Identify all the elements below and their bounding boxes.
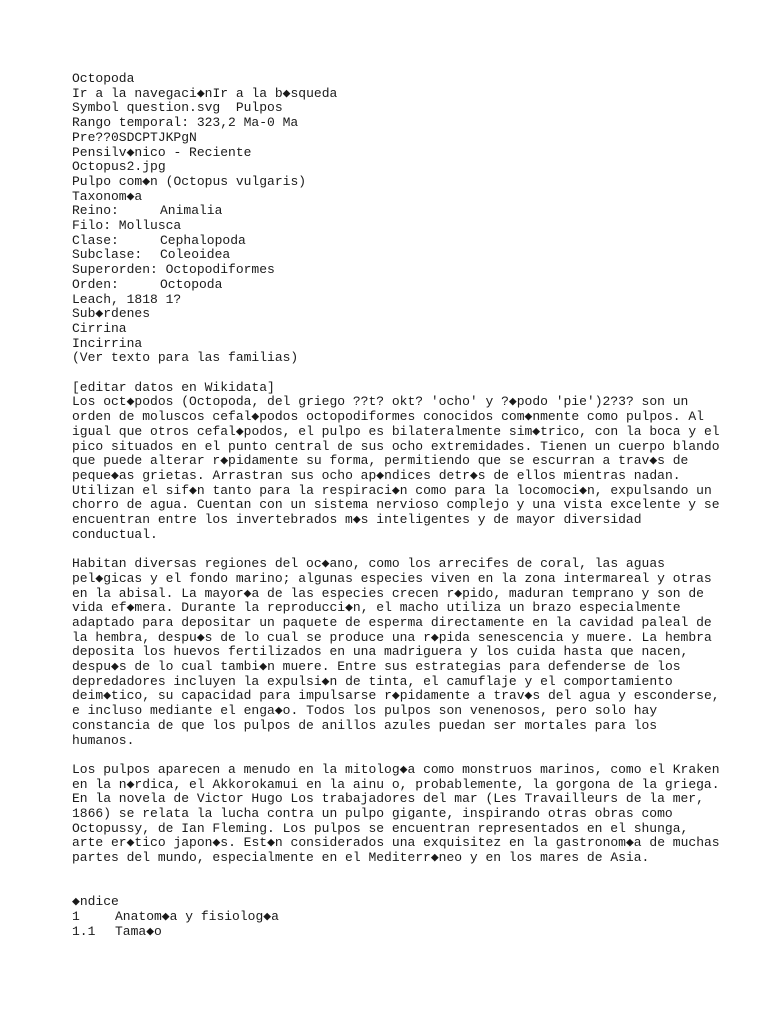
taxonomy-key: Clase: <box>72 232 119 248</box>
suborder-line: (Ver texto para las familias) <box>72 350 299 366</box>
header-line: Ir a la navegaci◆nIr a la b◆squeda <box>72 85 338 101</box>
taxonomy-value: Octopoda <box>160 276 223 292</box>
paragraph-line: despu◆s de lo cual tambi◆n muere. Entre sus estrategias para defenderse de los <box>72 659 681 674</box>
header-line: Pre??0SDCPTJKPgN <box>72 129 197 145</box>
suborder-line: Cirrina <box>72 320 127 336</box>
paragraph-line: humanos. <box>72 732 135 748</box>
paragraph-line: En la novela de Victor Hugo Los trabajadores del mar (Les Travailleurs de la mer, <box>72 791 704 807</box>
taxonomy-value: Cephalopoda <box>160 232 246 248</box>
toc-item-number: 1 <box>72 908 80 924</box>
toc-title: ◆ndice <box>72 894 119 910</box>
paragraph-line: en la n◆rdica, el Akkorokamui en la ainu o, probablemente, la gorgona de la griega. <box>72 776 720 792</box>
taxonomy-key: Filo: Mollusca <box>72 218 182 233</box>
paragraph-line: pel◆gicas y el fondo marino; algunas especies viven en la zona intermareal y otras <box>72 570 712 586</box>
paragraph-line: chorro de agua. Cuentan con un sistema nervioso complejo y una vista excelente y se <box>72 497 720 513</box>
paragraph-line: deim◆tico, su capacidad para impulsarse r◆pidamente a trav◆s del agua y esconderse, <box>72 688 720 704</box>
paragraph-line: adaptado para depositar un paquete de esperma directamente en la cavidad paleal de <box>72 614 712 630</box>
toc-item-label: Tama◆o <box>115 923 162 939</box>
paragraph-line: en la abisal. La mayor◆a de las especies crecen r◆pido, maduran temprano y son de <box>72 585 704 601</box>
paragraph-line: deposita los huevos fertilizados en una madriguera y los cuida hasta que nacen, <box>72 644 689 660</box>
taxonomy-key: Superorden: Octopodiformes <box>72 262 275 278</box>
paragraph-line: encuentran entre los invertebrados m◆s inteligentes y de mayor diversidad <box>72 512 642 527</box>
paragraph-line: partes del mundo, especialmente en el Mediterr◆neo y en los mares de Asia. <box>72 850 650 866</box>
paragraph-line: peque◆as grietas. Arrastran sus ocho ap◆ndices detr◆s de ellos mientras nadan. <box>72 467 681 483</box>
toc-item-label: Anatom◆a y fisiolog◆a <box>115 908 279 924</box>
header-line: Pulpo com◆n (Octopus vulgaris) <box>72 173 307 189</box>
header-line: Symbol question.svg Pulpos <box>72 100 283 116</box>
taxonomy-key: Subclase: <box>72 247 143 263</box>
paragraph-line: vida ef◆mera. Durante la reproducci◆n, el macho utiliza un brazo especialmente <box>72 600 681 616</box>
header-line: Octopus2.jpg <box>72 159 166 175</box>
header-line: Octopoda <box>72 71 135 86</box>
paragraph-line: depredadores incluyen la expulsi◆n de tinta, el camuflaje y el comportamiento <box>72 673 673 689</box>
taxonomy-value: Coleoidea <box>160 247 231 263</box>
paragraph-line: [editar datos en Wikidata] <box>72 379 275 395</box>
paragraph-line: 1866) se relata la lucha contra un pulpo gigante, inspirando otras obras como <box>72 806 673 821</box>
taxonomy-key: Orden: <box>72 276 119 292</box>
paragraph-line: Los pulpos aparecen a menudo en la mitolog◆a como monstruos marinos, como el Kraken <box>72 761 720 777</box>
paragraph-line: arte er◆tico japon◆s. Est◆n considerados una exquisitez en la gastronom◆a de muchas <box>72 835 720 851</box>
paragraph-line: Los oct◆podos (Octopoda, del griego ??t? okt? 'ocho' y ?◆podo 'pie')2?3? son un <box>72 394 689 410</box>
paragraph-line: orden de moluscos cefal◆podos octopodiformes conocidos com◆nmente como pulpos. Al <box>72 409 704 425</box>
suborder-line: Leach, 1818 1? <box>72 291 182 307</box>
paragraph-line: Octopussy, de Ian Fleming. Los pulpos se encuentran representados en el shunga, <box>72 820 689 836</box>
taxonomy-key: Reino: <box>72 203 119 219</box>
header-line: Pensilv◆nico - Reciente <box>72 144 252 160</box>
suborder-line: Sub◆rdenes <box>72 306 151 322</box>
paragraph-line: la hembra, despu◆s de lo cual se produce una r◆pida senescencia y muere. La hembra <box>72 629 712 645</box>
paragraph-line: conductual. <box>72 526 158 542</box>
paragraph-line: que puede alterar r◆pidamente su forma, permitiendo que se escurran a trav◆s de <box>72 453 689 469</box>
taxonomy-value: Animalia <box>160 203 223 219</box>
paragraph-line: e incluso mediante el enga◆o. Todos los pulpos son venenosos, pero solo hay <box>72 703 658 719</box>
suborder-line: Incirrina <box>72 335 143 351</box>
paragraph-line: constancia de que los pulpos de anillos azules puedan ser mortales para los <box>72 717 658 733</box>
paragraph-line: Utilizan el sif◆n tanto para la respiraci◆n como para la locomoci◆n, expulsando un <box>72 482 712 498</box>
paragraph-line: Habitan diversas regiones del oc◆ano, como los arrecifes de coral, las aguas <box>72 556 665 572</box>
paragraph-line: pico situados en el punto central de sus ocho extremidades. Tienen un cuerpo blando <box>72 438 720 454</box>
paragraph-line: igual que otros cefal◆podos, el pulpo es bilateralmente sim◆trico, con la boca y el <box>72 423 720 439</box>
toc-item-number: 1.1 <box>72 923 96 939</box>
header-line: Taxonom◆a <box>72 188 143 204</box>
header-line: Rango temporal: 323,2 Ma-0 Ma <box>72 115 299 131</box>
